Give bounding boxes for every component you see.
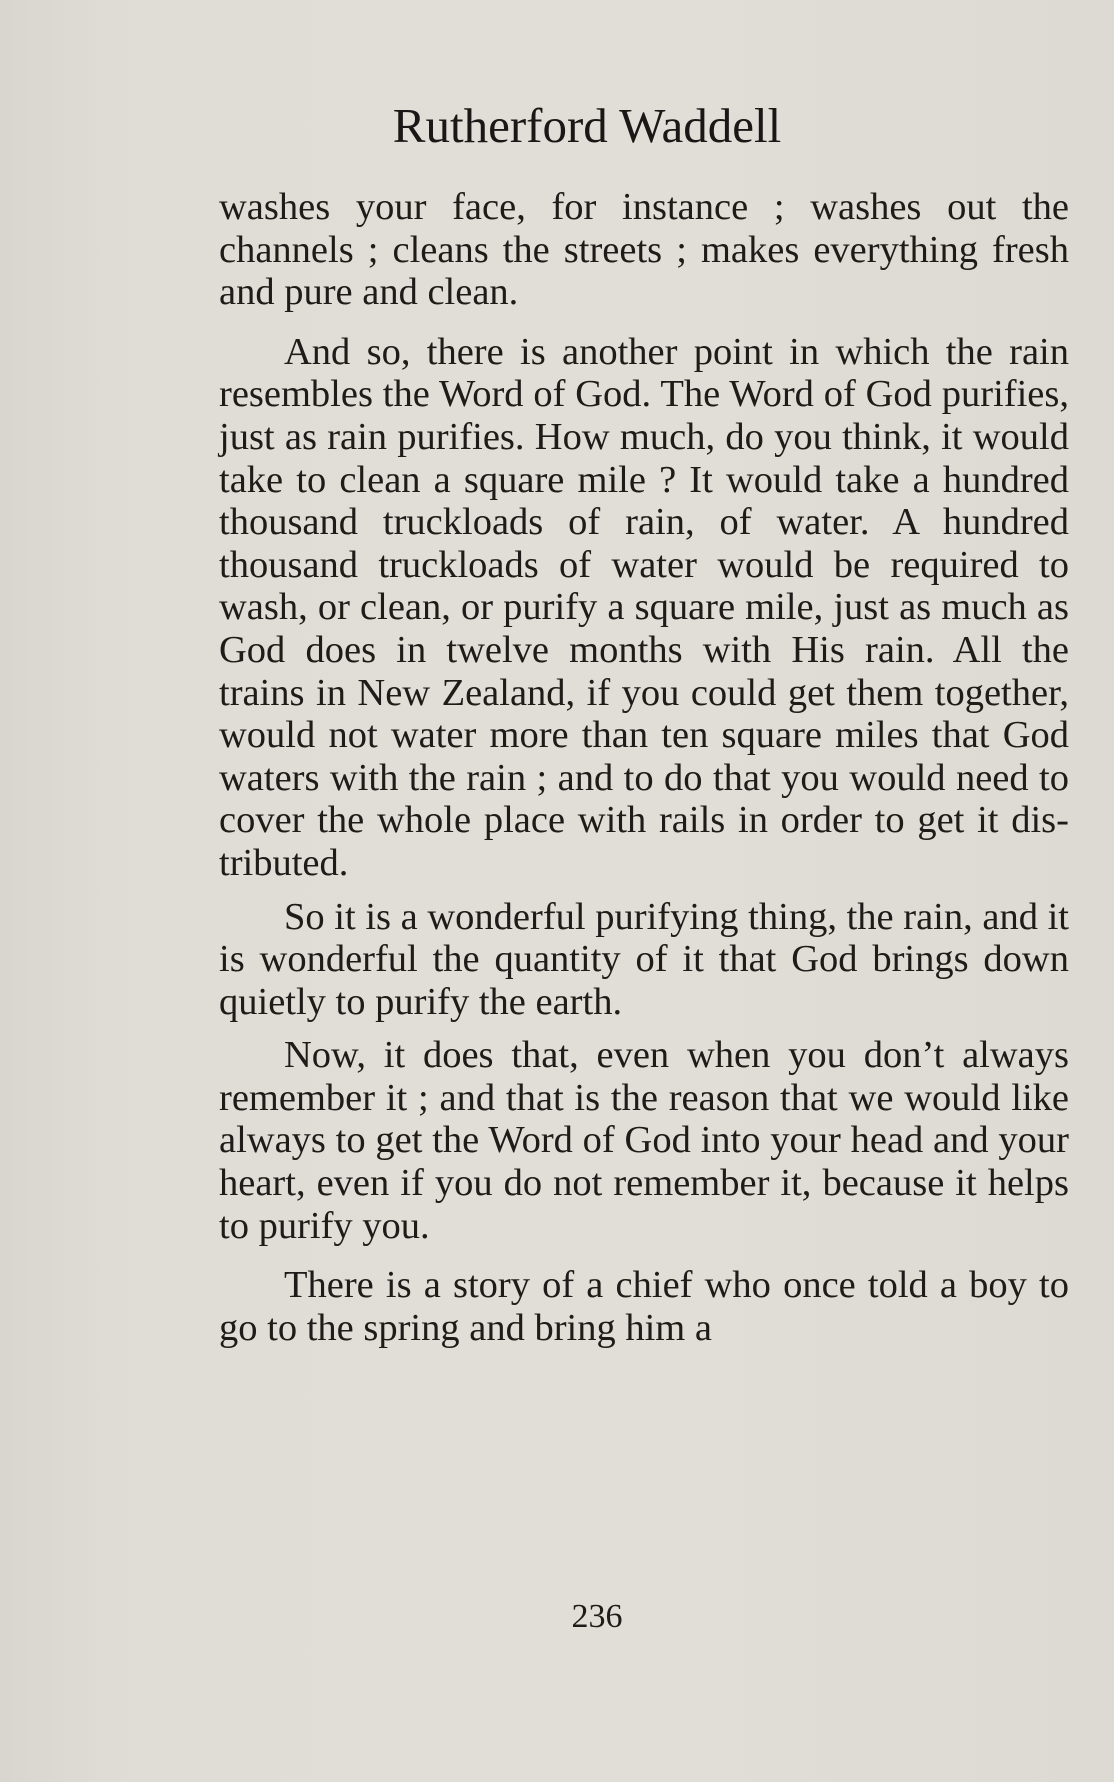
paragraph: And so, there is another point in which the rain resembles the Word of God. The Word of God purifies, just as rain purifies. How much, do you think, it would take to clean a square mile ? It would take a hundred thousand truckloads of rain, of water. A hundred thousand truckloads of water would be required to wash, or clean, or purify a square mile, just as much as God does in twelve months with His rain. All the trains in New Zealand, if you could get them together, would not water more than ten square miles that God waters with the rain ; and to do that you would need to cover the whole place with rails in order to get it distributed. bbox=[219, 330, 1069, 884]
paragraph: Now, it does that, even when you don’t always remember it ; and that is the reason that we would like always to get the Word of God into your head and your heart, even if you do not remember it, because it helps to purify you. bbox=[219, 1034, 1069, 1247]
running-header: Rutherford Waddell bbox=[392, 98, 782, 153]
paragraph-continued: washes your face, for instance ; washes out the channels ; cleans the streets ; makes everything fresh and pure and clean. bbox=[219, 186, 1069, 314]
page-number: 236 bbox=[571, 1598, 623, 1635]
paragraph: So it is a wonderful purifying thing, the rain, and it is wonderful the quantity of it that God brings down quietly to purify the earth. bbox=[219, 895, 1069, 1023]
paragraph: There is a story of a chief who once told a boy to go to the spring and bring him a bbox=[219, 1264, 1069, 1349]
page-body bbox=[219, 186, 1069, 1349]
